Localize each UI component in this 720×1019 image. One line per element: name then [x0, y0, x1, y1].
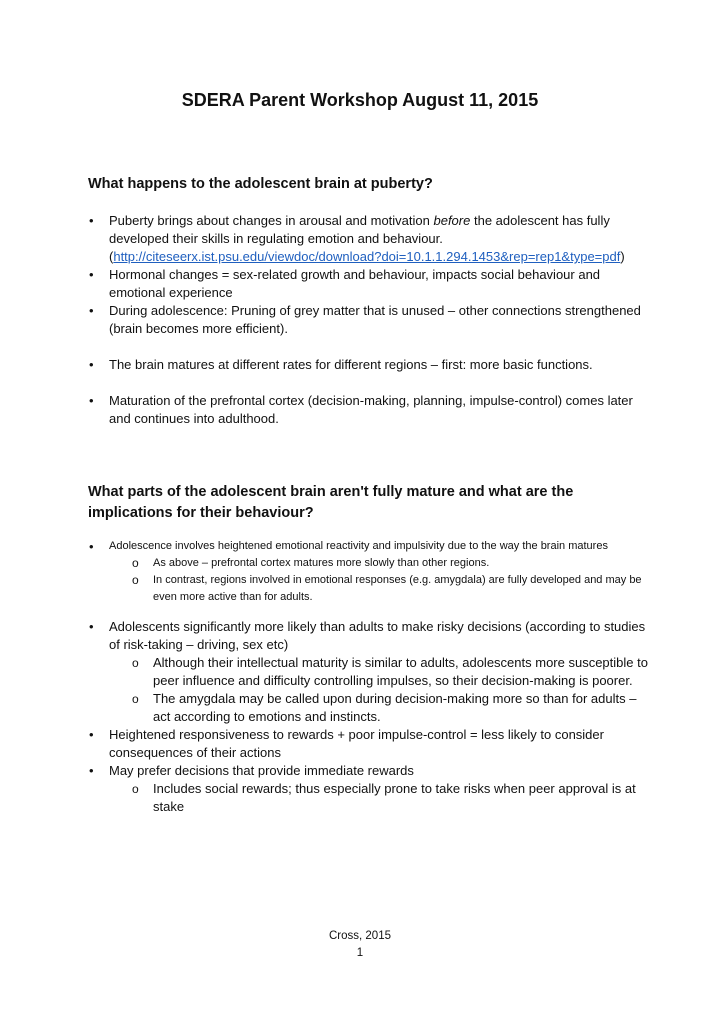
list-item-text: Puberty brings about changes in arousal and motivation — [109, 213, 434, 228]
list-item: • Maturation of the prefrontal cortex (decision-making, planning, impulse-control) comes later and continues into adulthood. — [88, 392, 648, 428]
list-item: • The brain matures at different rates for different regions – first: more basic functions. — [88, 356, 648, 374]
sub-list-item: o Includes social rewards; thus especially prone to take risks when peer approval is at stake — [88, 780, 648, 816]
list-item — [88, 212, 648, 266]
section-puberty-list — [88, 212, 648, 428]
sub-list-item: o In contrast, regions involved in emotional responses (e.g. amygdala) are fully developed and may be even more active than for adults. — [88, 572, 648, 606]
document-title: SDERA Parent Workshop August 11, 2015 — [181, 90, 539, 110]
section-implications-list — [88, 538, 648, 816]
list-item: • During adolescence: Pruning of grey matter that is unused – other connections strengthened (brain becomes more efficient). — [88, 302, 648, 338]
citeseerx-link[interactable]: http://citeseerx.ist.psu.edu/viewdoc/download?doi=10.1.1.294.1453&rep=rep1&type=pdf — [113, 249, 621, 264]
sub-list-item: o As above – prefrontal cortex matures more slowly than other regions. — [88, 555, 648, 572]
emphasis-text: before — [433, 213, 471, 228]
list-item: • Adolescents significantly more likely than adults to make risky decisions (according to studies of risk-taking – driving, sex etc) — [88, 618, 648, 654]
page-footer — [0, 928, 720, 962]
paren-close: ) — [620, 249, 625, 264]
sub-list-item: o The amygdala may be called upon during decision-making more so than for adults – act according to emotions and instincts. — [88, 690, 648, 726]
list-item: • May prefer decisions that provide immediate rewards — [88, 762, 648, 780]
footer-author: Cross, 2015 — [328, 930, 391, 942]
list-item: • Adolescence involves heightened emotional reactivity and impulsivity due to the way the brain matures — [88, 538, 648, 555]
list-item-text: the adolescent has fully developed their skills in regulating emotion and behaviour. — [109, 213, 610, 246]
section-heading-puberty: What happens to the adolescent brain at puberty? — [88, 176, 433, 192]
page-number: 1 — [356, 947, 364, 959]
list-item: • Hormonal changes = sex-related growth and behaviour, impacts social behaviour and emotional experience — [88, 266, 648, 302]
sub-list-item: o Although their intellectual maturity is similar to adults, adolescents more susceptible to peer influence and difficulty controlling impulses, so their decision-making is poorer. — [88, 654, 648, 690]
section-heading-implications: What parts of the adolescent brain aren't fully mature and what are the implications for their behaviour? — [88, 484, 574, 521]
list-item: • Heightened responsiveness to rewards + poor impulse-control = less likely to consider consequences of their actions — [88, 726, 648, 762]
paren-open: ( — [109, 249, 114, 264]
